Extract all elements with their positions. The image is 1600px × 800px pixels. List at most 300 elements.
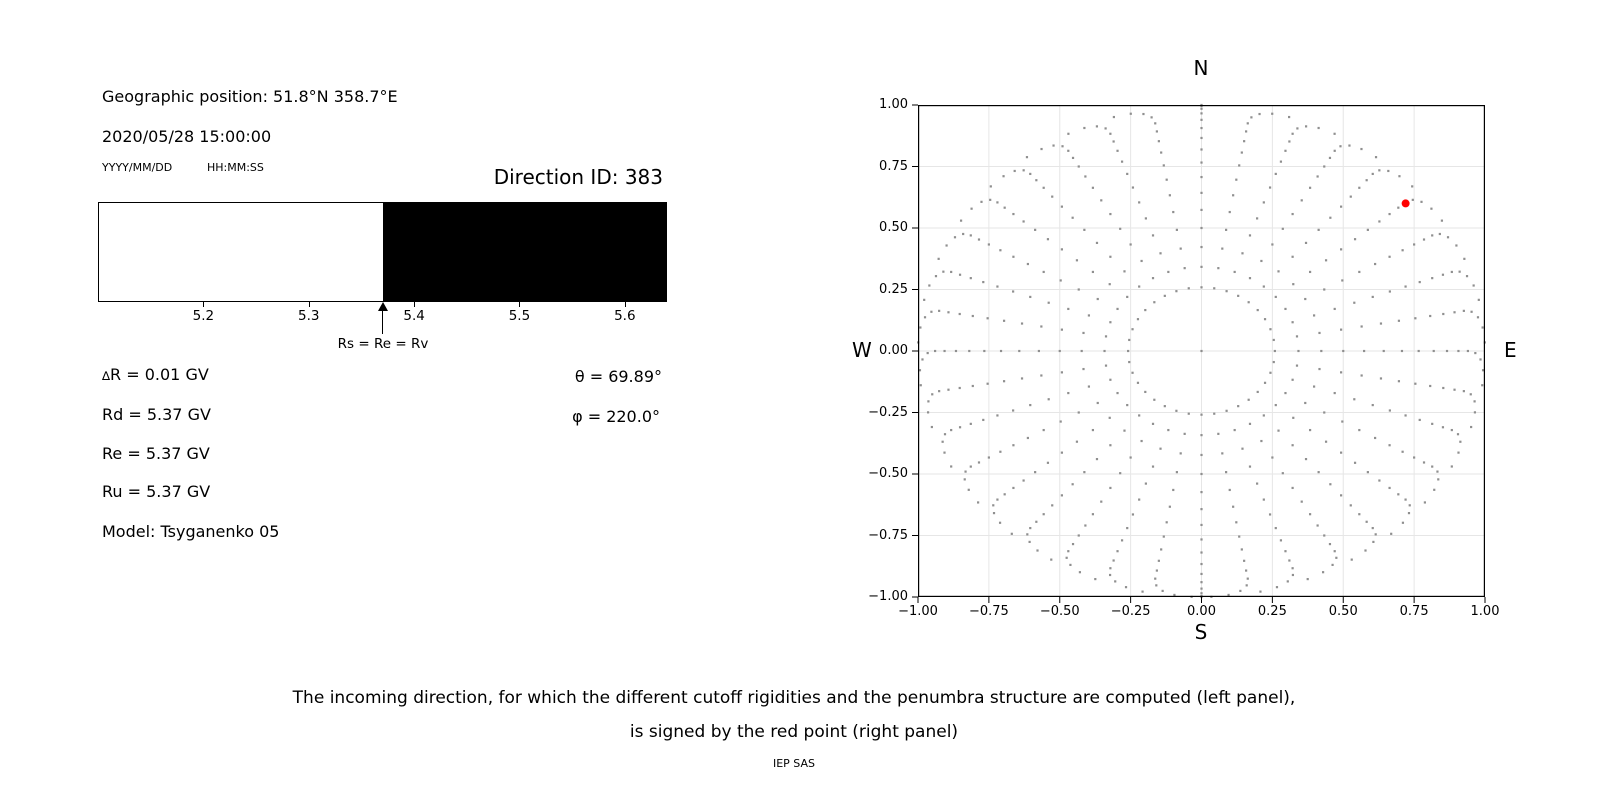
selected-direction-red-point: [1402, 199, 1410, 207]
direction-dot: [1363, 350, 1365, 352]
direction-dot: [1155, 584, 1157, 586]
direction-dot: [1473, 400, 1475, 402]
direction-dot: [1029, 296, 1031, 298]
direction-dot: [987, 317, 989, 319]
delta-r-value: ∆R = 0.01 GV: [102, 365, 209, 384]
direction-dot: [1439, 233, 1441, 235]
cutoff-arrow-icon: [378, 302, 388, 311]
direction-dot: [1470, 393, 1472, 395]
direction-dot: [1309, 429, 1311, 431]
direction-dot: [1437, 478, 1439, 480]
direction-dot: [959, 387, 961, 389]
direction-dot: [1027, 263, 1029, 265]
direction-dot: [1125, 586, 1127, 588]
direction-dot: [1040, 325, 1042, 327]
direction-dot: [1140, 260, 1142, 262]
direction-dot: [1419, 419, 1421, 421]
direction-dot: [1200, 246, 1202, 248]
direction-dot: [1334, 308, 1336, 310]
direction-dot: [1390, 533, 1392, 535]
direction-dot: [1402, 249, 1404, 251]
direction-dot: [1130, 456, 1132, 458]
direction-dot: [970, 465, 972, 467]
direction-dot: [1138, 414, 1140, 416]
direction-dot: [1100, 199, 1102, 201]
direction-dot: [987, 383, 989, 385]
direction-dot: [1132, 186, 1134, 188]
direction-dot: [1402, 522, 1404, 524]
direction-dot: [1451, 465, 1453, 467]
credit-text: IEP SAS: [772, 757, 816, 770]
direction-dot: [1113, 140, 1115, 142]
direction-dot: [1288, 116, 1290, 118]
direction-dot: [1329, 483, 1331, 485]
direction-dot: [1232, 194, 1234, 196]
direction-dot: [1200, 112, 1202, 114]
direction-dot: [1067, 133, 1069, 135]
direction-dot: [964, 471, 966, 473]
direction-dot: [1442, 274, 1444, 276]
direction-dot: [1457, 350, 1459, 352]
direction-dot: [934, 350, 936, 352]
direction-dot: [1429, 385, 1431, 387]
direction-dot: [1104, 127, 1106, 129]
direction-dot: [1078, 165, 1080, 167]
direction-dot: [1378, 169, 1380, 171]
direction-dot: [1423, 238, 1425, 240]
direction-dot: [1200, 563, 1202, 565]
direction-dot: [1200, 286, 1202, 288]
y-axis-tick-label: −0.50: [868, 466, 908, 481]
direction-dot: [1156, 569, 1158, 571]
direction-dot: [1021, 377, 1023, 379]
direction-dot: [1152, 423, 1154, 425]
time-format-label: HH:MM:SS: [207, 161, 264, 174]
direction-dot: [977, 501, 979, 503]
direction-dot: [1034, 229, 1036, 231]
direction-dot: [1225, 229, 1227, 231]
direction-dot: [1269, 372, 1271, 374]
direction-dot: [1175, 410, 1177, 412]
direction-dot: [1481, 384, 1483, 386]
direction-dot: [1004, 207, 1006, 209]
direction-dot: [1138, 498, 1140, 500]
direction-dot: [1213, 287, 1215, 289]
compass-south-label: S: [1194, 620, 1208, 644]
penumbra-tick-label: 5.2: [192, 308, 215, 324]
penumbra-segment-forbidden: [383, 203, 667, 301]
direction-dot: [1200, 209, 1202, 211]
direction-dot: [1292, 133, 1294, 135]
direction-dot: [1292, 213, 1294, 215]
direction-dot: [1156, 130, 1158, 132]
direction-dot: [1470, 311, 1472, 313]
direction-dot: [1238, 164, 1240, 166]
direction-dot: [1076, 259, 1078, 261]
direction-dot: [1305, 125, 1307, 127]
direction-dot: [1398, 320, 1400, 322]
direction-dot: [1200, 350, 1202, 352]
direction-dot: [1305, 242, 1307, 244]
direction-dot: [990, 185, 992, 187]
direction-dot: [988, 456, 990, 458]
direction-dot: [931, 426, 933, 428]
direction-dot: [1409, 504, 1411, 506]
direction-dot: [1067, 392, 1069, 394]
direction-dot: [1305, 458, 1307, 460]
direction-dot: [1331, 564, 1333, 566]
direction-dot: [1358, 429, 1360, 431]
direction-dot: [947, 311, 949, 313]
penumbra-tick: [203, 302, 204, 307]
direction-dot: [996, 285, 998, 287]
direction-dot: [1050, 559, 1052, 561]
direction-dot: [1339, 145, 1341, 147]
direction-dot: [1200, 588, 1202, 590]
direction-dot: [1066, 557, 1068, 559]
x-axis-tick-label: −0.25: [1110, 604, 1151, 619]
direction-dot: [982, 281, 984, 283]
direction-dot: [1325, 441, 1327, 443]
direction-dot: [1366, 179, 1368, 181]
direction-dot: [1292, 444, 1294, 446]
direction-dot: [1172, 211, 1174, 213]
direction-dot: [1200, 161, 1202, 163]
direction-dot: [1184, 433, 1186, 435]
direction-dot: [1340, 206, 1342, 208]
caption-line-1: The incoming direction, for which the different cutoff rigidities and the penumbra structure are computed (left panel),: [292, 688, 1296, 708]
direction-dot: [1318, 368, 1320, 370]
direction-dot: [972, 315, 974, 317]
direction-dot: [1271, 456, 1273, 458]
direction-dot: [1350, 504, 1352, 506]
direction-dot: [1317, 524, 1319, 526]
direction-dot: [1078, 411, 1080, 413]
direction-dot: [1116, 392, 1118, 394]
direction-dot: [1200, 227, 1202, 229]
direction-dot: [1429, 315, 1431, 317]
direction-dot: [1350, 196, 1352, 198]
direction-dot: [1358, 271, 1360, 273]
direction-dot: [1154, 122, 1156, 124]
direction-dot: [978, 461, 980, 463]
direction-dot: [1239, 590, 1241, 592]
direction-dot: [1200, 551, 1202, 553]
direction-dot: [1152, 465, 1154, 467]
direction-dot: [942, 441, 944, 443]
direction-dot: [1374, 437, 1376, 439]
direction-dot: [1275, 404, 1277, 406]
direction-dot: [1109, 487, 1111, 489]
direction-dot: [1431, 423, 1433, 425]
direction-dot: [1257, 309, 1259, 311]
scatter-canvas: [918, 105, 1485, 597]
direction-dot: [1479, 358, 1481, 360]
direction-dot: [959, 426, 961, 428]
direction-dot: [1249, 277, 1251, 279]
direction-dot: [1113, 116, 1115, 118]
direction-dot: [1280, 161, 1282, 163]
direction-dot: [1137, 318, 1139, 320]
direction-dot: [1340, 371, 1342, 373]
direction-dot: [964, 478, 966, 480]
direction-dot: [962, 233, 964, 235]
direction-dot: [1130, 113, 1132, 115]
direction-dot: [1153, 399, 1155, 401]
direction-dot: [1061, 248, 1063, 250]
direction-dot: [1451, 429, 1453, 431]
direction-dot: [1200, 538, 1202, 540]
direction-dot: [1105, 335, 1107, 337]
direction-dot: [1061, 494, 1063, 496]
direction-dot: [1238, 535, 1240, 537]
y-axis-tick-label: −1.00: [868, 589, 908, 604]
direction-dot: [1229, 489, 1231, 491]
direction-dot: [1276, 586, 1278, 588]
direction-dot: [1442, 387, 1444, 389]
y-axis-tick-label: −0.75: [868, 527, 908, 543]
direction-dot: [1245, 569, 1247, 571]
ru-value: Ru = 5.37 GV: [102, 482, 211, 501]
direction-dot: [1451, 271, 1453, 273]
direction-dot: [1436, 471, 1438, 473]
direction-dot: [1082, 368, 1084, 370]
direction-dot: [1200, 473, 1202, 475]
direction-dot: [1092, 429, 1094, 431]
direction-dot: [1078, 534, 1080, 536]
re-value: Re = 5.37 GV: [102, 444, 210, 463]
datetime-text: 2020/05/28 15:00:00: [102, 127, 272, 146]
direction-dot: [1160, 151, 1162, 153]
direction-dot: [1109, 133, 1111, 135]
direction-dot: [1269, 186, 1271, 188]
direction-dot: [938, 390, 940, 392]
penumbra-tick-label: 5.5: [508, 308, 531, 324]
direction-dot: [1320, 350, 1322, 352]
direction-dot: [1234, 271, 1236, 273]
direction-dot: [1243, 560, 1245, 562]
direction-dot: [1296, 127, 1298, 129]
direction-dot: [1241, 548, 1243, 550]
direction-dot: [1200, 176, 1202, 178]
direction-dot: [1176, 229, 1178, 231]
direction-dot: [947, 389, 949, 391]
direction-dot: [1258, 113, 1260, 115]
direction-dot: [1364, 549, 1366, 551]
direction-dot: [938, 310, 940, 312]
direction-dot: [1246, 584, 1248, 586]
date-format-label: YYYY/MM/DD: [102, 161, 173, 174]
phi-value: φ = 220.0°: [572, 407, 660, 426]
direction-dot: [1072, 157, 1074, 159]
direction-dot: [1237, 295, 1239, 297]
direction-dot: [1121, 161, 1123, 163]
direction-dot: [972, 385, 974, 387]
direction-dot: [1241, 448, 1243, 450]
direction-dot: [1249, 465, 1251, 467]
direction-dot: [1292, 417, 1294, 419]
direction-dot: [1247, 122, 1249, 124]
direction-dot: [988, 243, 990, 245]
compass-north-label: N: [1193, 56, 1209, 80]
direction-dot: [1275, 527, 1277, 529]
direction-dot: [1132, 513, 1134, 515]
penumbra-tick: [519, 302, 520, 307]
direction-dot: [1126, 527, 1128, 529]
direction-dot: [1256, 217, 1258, 219]
direction-dot: [1361, 325, 1363, 327]
direction-dot: [960, 220, 962, 222]
direction-dot: [1200, 414, 1202, 416]
direction-dot: [1040, 148, 1042, 150]
penumbra-tick-label: 5.4: [403, 308, 425, 324]
direction-dot: [968, 489, 970, 491]
direction-dot: [1166, 179, 1168, 181]
direction-dot: [1088, 314, 1090, 316]
y-axis-tick-label: 0.50: [879, 220, 908, 235]
direction-dot: [999, 522, 1001, 524]
penumbra-tick-label: 5.3: [297, 308, 320, 324]
direction-dot: [1366, 521, 1368, 523]
direction-dot: [1273, 361, 1275, 363]
compass-east-label: E: [1504, 338, 1517, 362]
direction-dot: [1221, 452, 1223, 454]
direction-dot: [938, 258, 940, 260]
direction-dot: [1263, 285, 1265, 287]
direction-dot: [1126, 296, 1128, 298]
direction-dot: [1235, 179, 1237, 181]
direction-dot: [1398, 175, 1400, 177]
direction-dot: [1167, 429, 1169, 431]
direction-dot: [1413, 456, 1415, 458]
direction-dot: [1052, 144, 1054, 146]
direction-dot: [1318, 127, 1320, 129]
direction-dot: [1116, 150, 1118, 152]
direction-dot: [1418, 350, 1420, 352]
direction-dot: [1081, 350, 1083, 352]
x-axis-tick-label: −1.00: [898, 604, 938, 619]
direction-dot: [980, 201, 982, 203]
direction-dot: [1241, 151, 1243, 153]
direction-dot: [1264, 318, 1266, 320]
direction-dot: [928, 284, 930, 286]
direction-dot: [1119, 228, 1121, 230]
direction-dot: [1200, 266, 1202, 268]
direction-dot: [1160, 548, 1162, 550]
direction-dot: [1141, 591, 1143, 593]
direction-dot: [1296, 335, 1298, 337]
direction-dot: [1375, 156, 1377, 158]
direction-dot: [1088, 385, 1090, 387]
direction-dot: [1273, 339, 1275, 341]
direction-id-text: Direction ID: 383: [493, 165, 663, 189]
direction-dot: [1457, 452, 1459, 454]
direction-dot: [1358, 513, 1360, 515]
direction-dot: [978, 238, 980, 240]
direction-dot: [1259, 591, 1261, 593]
direction-dot: [1217, 267, 1219, 269]
direction-dot: [992, 504, 994, 506]
direction-dot: [950, 465, 952, 467]
direction-dot: [996, 414, 998, 416]
direction-dot: [1248, 399, 1250, 401]
direction-dot: [1164, 295, 1166, 297]
direction-dot: [996, 498, 998, 500]
direction-dot: [1235, 521, 1237, 523]
direction-dot: [1159, 252, 1161, 254]
direction-dot: [943, 350, 945, 352]
direction-dot: [1249, 423, 1251, 425]
direction-dot: [999, 451, 1001, 453]
direction-dot: [1184, 267, 1186, 269]
direction-dot: [1109, 379, 1111, 381]
direction-dot: [1372, 541, 1374, 543]
direction-dot: [1340, 329, 1342, 331]
direction-dot: [1467, 350, 1469, 352]
direction-dot: [1411, 185, 1413, 187]
direction-dot: [1051, 504, 1053, 506]
direction-dot: [959, 313, 961, 315]
direction-dot: [1172, 489, 1174, 491]
direction-dot: [1453, 311, 1455, 313]
direction-dot: [1200, 581, 1202, 583]
direction-dot: [1012, 444, 1014, 446]
direction-dot: [1097, 402, 1099, 404]
direction-dot: [1249, 234, 1251, 236]
direction-dot: [1164, 405, 1166, 407]
direction-dot: [1383, 350, 1385, 352]
direction-dot: [931, 393, 933, 395]
direction-dot: [1271, 243, 1273, 245]
direction-dot: [1119, 472, 1121, 474]
direction-dot: [1096, 125, 1098, 127]
direction-dot: [1167, 271, 1169, 273]
direction-dot: [1457, 433, 1459, 435]
direction-dot: [924, 316, 926, 318]
direction-dot: [1248, 301, 1250, 303]
direction-dot: [1079, 571, 1081, 573]
direction-dot: [1323, 288, 1325, 290]
x-axis-tick-label: 0.25: [1257, 604, 1287, 619]
direction-dot: [1067, 550, 1069, 552]
direction-dot: [1011, 533, 1013, 535]
penumbra-tick: [414, 302, 415, 307]
direction-dot: [1173, 594, 1175, 596]
direction-dot: [1404, 414, 1406, 416]
direction-dot: [1096, 242, 1098, 244]
direction-dot: [1340, 452, 1342, 454]
geographic-position-text: Geographic position: 51.8°N 358.7°E: [102, 87, 398, 106]
direction-dot: [1317, 175, 1319, 177]
direction-dot: [1158, 140, 1160, 142]
direction-dot: [1227, 594, 1229, 596]
direction-dot: [1245, 130, 1247, 132]
direction-dot: [1103, 350, 1105, 352]
direction-dot: [1200, 119, 1202, 121]
direction-dot: [1048, 398, 1050, 400]
direction-dot: [1335, 557, 1337, 559]
direction-dot: [1200, 137, 1202, 139]
direction-dot: [1083, 127, 1085, 129]
direction-dot: [1109, 444, 1111, 446]
direction-dot: [1351, 559, 1353, 561]
direction-dot: [1280, 539, 1282, 541]
direction-dot: [1260, 260, 1262, 262]
direction-dot: [1159, 448, 1161, 450]
direction-dot: [1292, 283, 1294, 285]
direction-dot: [1247, 578, 1249, 580]
direction-dot: [1137, 382, 1139, 384]
